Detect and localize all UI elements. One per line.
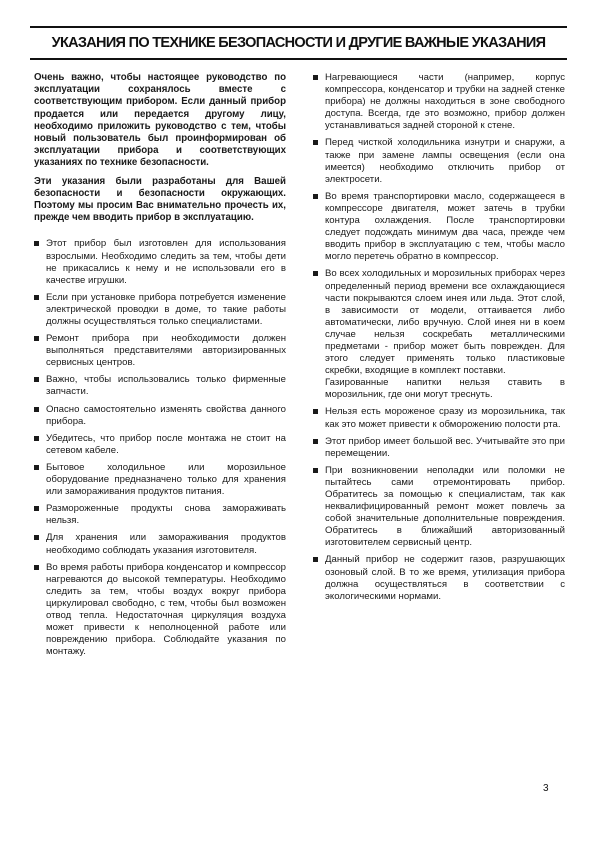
square-bullet-icon xyxy=(34,295,39,300)
square-bullet-icon xyxy=(313,271,318,276)
square-bullet-icon xyxy=(34,407,39,412)
square-bullet-icon xyxy=(313,439,318,444)
list-item: Нельзя есть мороженое сразу из морозильника, так как это может привести к обморожению полости рта. xyxy=(313,406,565,430)
square-bullet-icon xyxy=(313,409,318,414)
square-bullet-icon xyxy=(313,194,318,199)
list-item: Бытовое холодильное или морозильное оборудование предназначено только для хранения или замораживания продуктов питания. xyxy=(34,462,286,498)
square-bullet-icon xyxy=(34,377,39,382)
list-item: Этот прибор был изготовлен для использования взрослыми. Необходимо следить за тем, чтобы дети не прикасались к нему и не использовали его в качестве игрушки. xyxy=(34,238,286,286)
intro-paragraph-2: Эти указания были разработаны для Вашей безопасности и безопасности окружающих. Поэтому мы просим Вас внимательно прочесть их, прежде чем вводить прибор в эксплуатацию. xyxy=(34,175,286,224)
frost-note: Газированные напитки нельзя ставить в морозильник, где они могут треснуть. xyxy=(325,377,565,401)
list-item: Для хранения или замораживания продуктов необходимо соблюдать указания изготовителя. xyxy=(34,532,286,556)
intro-paragraph-1: Очень важно, чтобы настоящее руководство по эксплуатации сохранялось вместе с соответствующим прибором. Если данный прибор продается или передается другому лицу, необходимо приложить руководство с тем, чтобы новый пользователь был проинформирован об эксплуатации прибора и соответствующих указаниях по технике безопасности. xyxy=(34,72,286,169)
square-bullet-icon xyxy=(34,436,39,441)
page-number: 3 xyxy=(543,783,549,794)
square-bullet-icon xyxy=(313,557,318,562)
intro-block xyxy=(34,72,286,224)
page-header xyxy=(30,26,567,60)
list-item: Перед чисткой холодильника изнутри и снаружи, а также при замене лампы освещения (если она имеется) необходимо отключить прибор от электросети. xyxy=(313,137,565,185)
list-item: Во всех холодильных и морозильных приборах через определенный период времени все охлаждающиеся части покрываются слоем инея или льда. Этот слой, в зависимости от модели, оттаивается либо автоматически, либо вручную. Слой инея ни в коем случае нельзя соскребать металлическими предметами - прибор может быть поврежден. Для этого следует применять только пластиковые скребки, входящие в комплект поставки. Газированные напитки нельзя ставить в морозильник, где они могут треснуть. xyxy=(313,268,565,401)
right-bullet-list xyxy=(313,72,565,603)
square-bullet-icon xyxy=(313,75,318,80)
square-bullet-icon xyxy=(34,535,39,540)
square-bullet-icon xyxy=(34,336,39,341)
list-item: Опасно самостоятельно изменять свойства данного прибора. xyxy=(34,404,286,428)
square-bullet-icon xyxy=(34,465,39,470)
list-item: Данный прибор не содержит газов, разрушающих озоновый слой. В то же время, утилизация прибора должна осуществляться в соответствии с экологическими нормами. xyxy=(313,554,565,602)
list-item: При возникновении неполадки или поломки не пытайтесь сами отремонтировать прибор. Обратитесь за помощью к специалистам, так как неквалифицированный ремонт может повлечь за собой значительные дополнительные повреждения. Обратитесь в ближайший авторизованный изготовителем сервисный центр. xyxy=(313,465,565,550)
square-bullet-icon xyxy=(313,140,318,145)
right-column xyxy=(313,72,565,608)
list-item: Этот прибор имеет большой вес. Учитывайте это при перемещении. xyxy=(313,436,565,460)
list-item: Если при установке прибора потребуется изменение электрической проводки в доме, то такие работы должны осуществляться только специалистами. xyxy=(34,292,286,328)
list-item: Убедитесь, что прибор после монтажа не стоит на сетевом кабеле. xyxy=(34,433,286,457)
left-column xyxy=(34,72,286,663)
square-bullet-icon xyxy=(313,468,318,473)
list-item: Нагревающиеся части (например, корпус компрессора, конденсатор и трубки на задней стенке прибора) не должны находиться в зоне свободного доступа. Всегда, где это возможно, прибор должен устанавливаться задней стороной к стене. xyxy=(313,72,565,132)
list-item: Размороженные продукты снова замораживать нельзя. xyxy=(34,503,286,527)
page-title: УКАЗАНИЯ ПО ТЕХНИКЕ БЕЗОПАСНОСТИ И ДРУГИЕ ВАЖНЫЕ УКАЗАНИЯ xyxy=(51,35,546,51)
list-item: Во время работы прибора конденсатор и компрессор нагреваются до высокой температуры. Необходимо следить за тем, чтобы воздух вокруг прибора циркулировал свободно, с тем, чтобы был возможен отвод тепла. Недостаточная циркуляция воздуха может привести к неполноценной работе или повреждению прибора. Соблюдайте указания по монтажу. xyxy=(34,562,286,659)
square-bullet-icon xyxy=(34,241,39,246)
square-bullet-icon xyxy=(34,506,39,511)
square-bullet-icon xyxy=(34,565,39,570)
list-item: Ремонт прибора при необходимости должен выполняться представителями авторизированных сервисных центров. xyxy=(34,333,286,369)
list-item: Во время транспортировки масло, содержащееся в компрессоре двигателя, может затечь в трубки контура охлаждения. После транспортировки следует подождать минимум два часа, прежде чем вводить прибор в эксплуатацию с тем, чтобы масло могло перетечь обратно в компрессор. xyxy=(313,191,565,264)
left-bullet-list xyxy=(34,238,286,658)
list-item: Важно, чтобы использовались только фирменные запчасти. xyxy=(34,374,286,398)
